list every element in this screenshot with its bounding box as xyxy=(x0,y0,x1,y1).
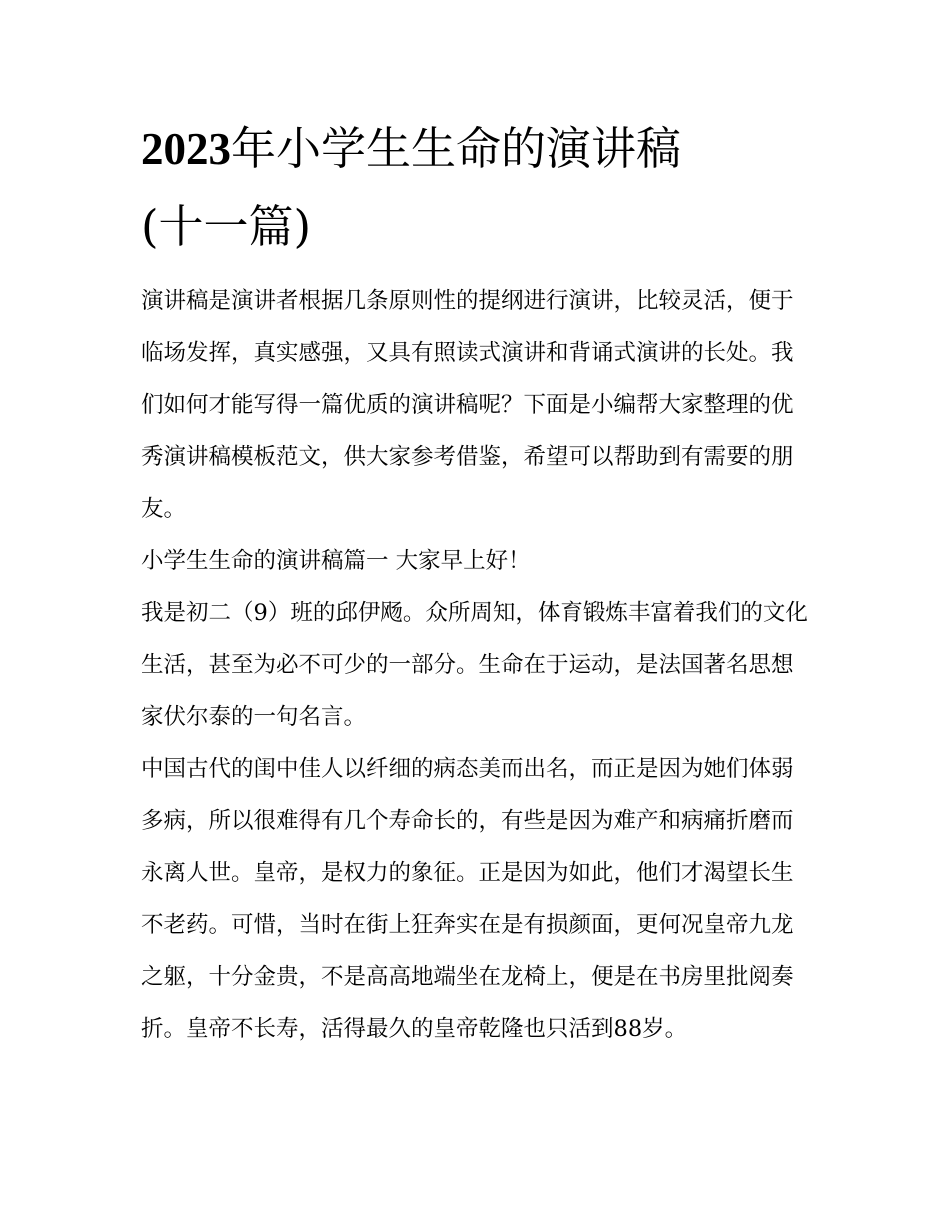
title-line-2: (十一篇) xyxy=(141,200,312,253)
body-paragraph: 中国古代的闺中佳人以纤细的病态美而出名，而正是因为她们体弱多病，所以很难得有几个寿命长的，有些是因为难产和病痛折磨而永离人世。皇帝，是权力的象征。正是因为如此，他们才渴望长生不老药。可惜，当时在街上狂奔实在是有损颜面，更何况皇帝九龙之躯，十分金贵，不是高高地端坐在龙椅上，便是在书房里批阅奏折。皇帝不长寿，活得最久的皇帝乾隆也只活到88岁。 xyxy=(141,756,794,1042)
document-body xyxy=(141,275,813,1055)
section-heading-paragraph: 小学生生命的演讲稿篇一 大家早上好！ xyxy=(141,548,531,574)
title-year: 2023 xyxy=(141,124,231,174)
document-title xyxy=(141,110,821,265)
title-line-1: 年小学生生命的演讲稿 xyxy=(231,122,682,175)
intro-paragraph: 演讲稿是演讲者根据几条原则性的提纲进行演讲，比较灵活，便于临场发挥，真实感强，又具有照读式演讲和背诵式演讲的长处。我们如何才能写得一篇优质的演讲稿呢？下面是小编帮大家整理的优秀演讲稿模板范文，供大家参考借鉴，希望可以帮助到有需要的朋友。 xyxy=(141,288,794,522)
body-paragraph: 我是初二（9）班的邱伊飏。众所周知，体育锻炼丰富着我们的文化生活，甚至为必不可少的一部分。生命在于运动，是法国著名思想家伏尔泰的一句名言。 xyxy=(141,600,808,730)
